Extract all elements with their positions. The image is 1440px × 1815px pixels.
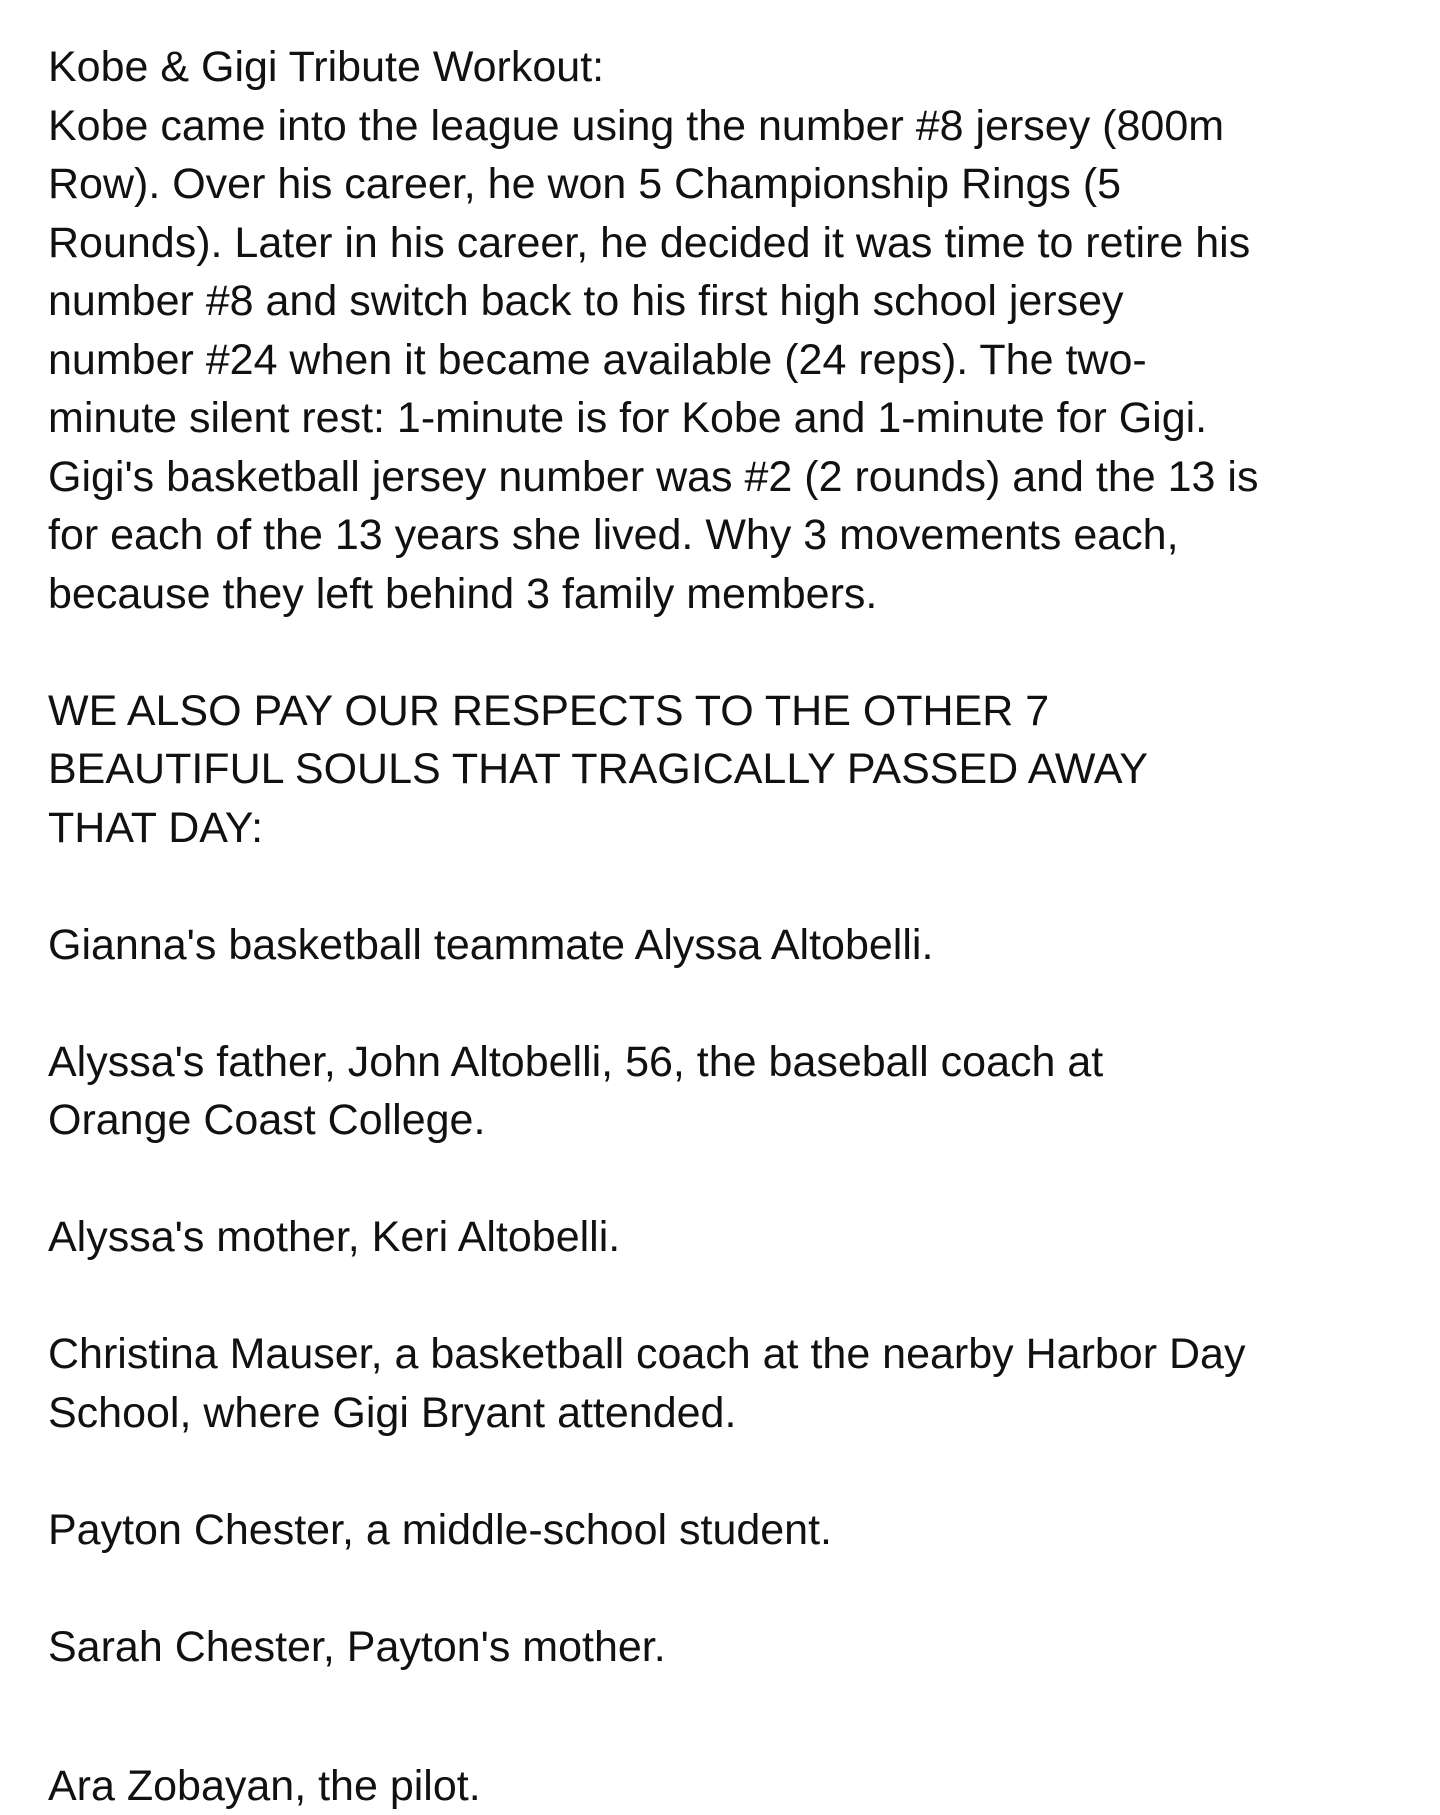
paragraph-spacer xyxy=(48,1442,1408,1501)
victim-line: Orange Coast College. xyxy=(48,1091,1408,1150)
respects-heading xyxy=(48,682,1408,858)
victim-line: Christina Mauser, a basketball coach at the nearby Harbor Day xyxy=(48,1325,1408,1384)
victim-entry xyxy=(48,1501,1408,1560)
paragraph-spacer xyxy=(48,1735,1408,1757)
victim-entry xyxy=(48,1033,1408,1150)
intro-line: Row). Over his career, he won 5 Championship Rings (5 xyxy=(48,155,1408,214)
respects-line: BEAUTIFUL SOULS THAT TRAGICALLY PASSED AWAY xyxy=(48,740,1408,799)
paragraph-spacer xyxy=(48,857,1408,916)
intro-line: number #24 when it became available (24 reps). The two- xyxy=(48,331,1408,390)
victim-line: Sarah Chester, Payton's mother. xyxy=(48,1618,1408,1677)
paragraph-spacer xyxy=(48,1267,1408,1326)
intro-line: number #8 and switch back to his first high school jersey xyxy=(48,272,1408,331)
victim-line: Ara Zobayan, the pilot. xyxy=(48,1757,1408,1815)
paragraph-spacer xyxy=(48,1559,1408,1618)
paragraph-spacer xyxy=(48,1676,1408,1735)
victim-line: Alyssa's father, John Altobelli, 56, the baseball coach at xyxy=(48,1033,1408,1092)
intro-line: because they left behind 3 family members. xyxy=(48,565,1408,624)
intro-line: Kobe came into the league using the number #8 jersey (800m xyxy=(48,97,1408,156)
document-title: Kobe & Gigi Tribute Workout: xyxy=(48,38,1408,97)
victim-line: School, where Gigi Bryant attended. xyxy=(48,1384,1408,1443)
victim-entry xyxy=(48,1208,1408,1267)
paragraph-spacer xyxy=(48,1150,1408,1209)
tribute-document xyxy=(48,38,1408,1815)
paragraph-spacer xyxy=(48,974,1408,1033)
victim-entry xyxy=(48,1325,1408,1442)
intro-paragraph xyxy=(48,97,1408,624)
intro-line: for each of the 13 years she lived. Why 3 movements each, xyxy=(48,506,1408,565)
intro-line: minute silent rest: 1-minute is for Kobe and 1-minute for Gigi. xyxy=(48,389,1408,448)
victim-entry xyxy=(48,1757,1408,1815)
victim-entry xyxy=(48,1618,1408,1677)
respects-line: THAT DAY: xyxy=(48,799,1408,858)
intro-line: Rounds). Later in his career, he decided it was time to retire his xyxy=(48,214,1408,273)
victim-line: Payton Chester, a middle-school student. xyxy=(48,1501,1408,1560)
intro-line: Gigi's basketball jersey number was #2 (2 rounds) and the 13 is xyxy=(48,448,1408,507)
victim-line: Gianna's basketball teammate Alyssa Altobelli. xyxy=(48,916,1408,975)
respects-line: WE ALSO PAY OUR RESPECTS TO THE OTHER 7 xyxy=(48,682,1408,741)
victim-line: Alyssa's mother, Keri Altobelli. xyxy=(48,1208,1408,1267)
victim-entry xyxy=(48,916,1408,975)
paragraph-spacer xyxy=(48,623,1408,682)
